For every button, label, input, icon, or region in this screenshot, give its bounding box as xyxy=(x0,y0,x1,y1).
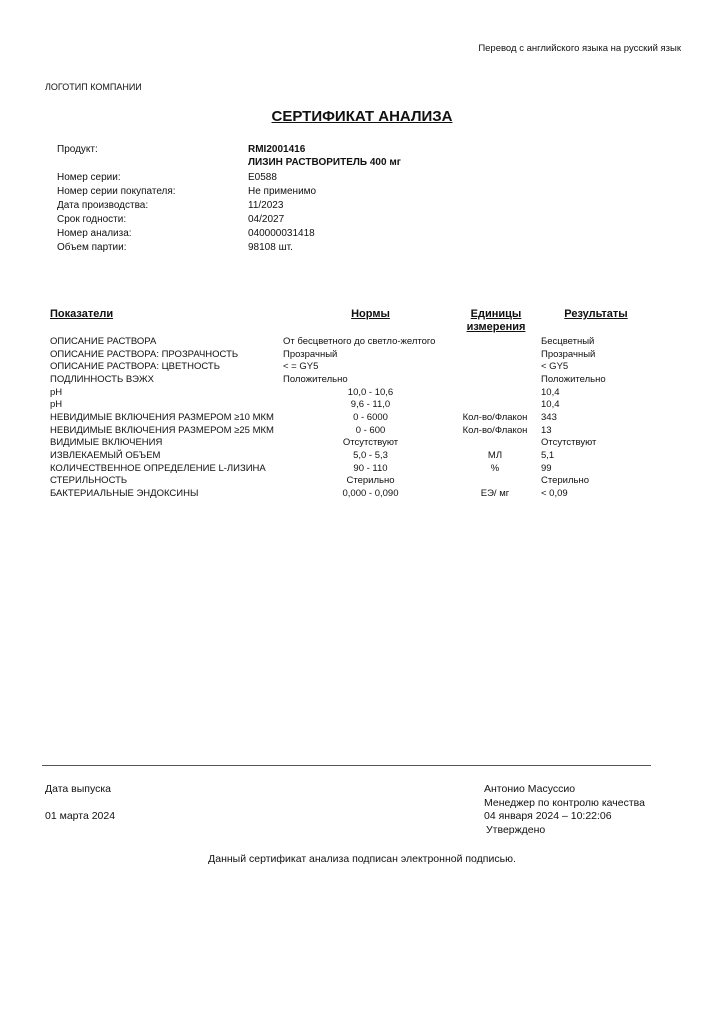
header-parameters: Показатели xyxy=(50,308,114,320)
info-row xyxy=(0,157,724,171)
signed-datetime: 04 января 2024 – 10:22:06 xyxy=(484,810,612,822)
cell-result: 10,4 xyxy=(541,399,560,411)
info-label: Продукт: xyxy=(57,144,98,155)
info-value: 04/2027 xyxy=(248,214,285,225)
table-row xyxy=(0,412,724,424)
table-row xyxy=(0,336,724,348)
cell-result: 10,4 xyxy=(541,386,560,398)
cell-norm: 0 - 6000 xyxy=(353,411,388,423)
info-row xyxy=(0,200,724,214)
cell-norm: 0,000 - 0,090 xyxy=(342,487,399,499)
cell-parameter: ОПИСАНИЕ РАСТВОРА: ПРОЗРАЧНОСТЬ xyxy=(50,348,239,360)
cell-norm: Положительно xyxy=(283,373,348,385)
cell-result: 5,1 xyxy=(541,449,555,461)
info-label: Номер серии покупателя: xyxy=(57,186,176,197)
cell-result: 99 xyxy=(541,462,552,474)
footer-divider xyxy=(42,765,651,766)
issue-date: 01 марта 2024 xyxy=(45,810,116,822)
cell-norm: Стерильно xyxy=(346,475,395,487)
cell-parameter: НЕВИДИМЫЕ ВКЛЮЧЕНИЯ РАЗМЕРОМ ≥10 МКМ xyxy=(50,411,274,423)
table-row xyxy=(0,463,724,475)
cell-parameter: КОЛИЧЕСТВЕННОЕ ОПРЕДЕЛЕНИЕ L-ЛИЗИНА xyxy=(50,462,266,474)
cell-norm: Прозрачный xyxy=(283,348,338,360)
header-results: Результаты xyxy=(564,308,628,320)
table-row xyxy=(0,349,724,361)
table-row xyxy=(0,425,724,437)
cell-parameter: ИЗВЛЕКАЕМЫЙ ОБЪЕМ xyxy=(50,449,161,461)
cell-result: Отсутствуют xyxy=(541,437,597,449)
info-row xyxy=(0,144,724,158)
info-label: Срок годности: xyxy=(57,214,127,225)
table-row xyxy=(0,399,724,411)
info-row xyxy=(0,186,724,200)
cell-norm: 90 - 110 xyxy=(353,462,388,474)
signer-name: Антонио Масуссио xyxy=(484,783,576,795)
cell-parameter: БАКТЕРИАЛЬНЫЕ ЭНДОКСИНЫ xyxy=(50,487,199,499)
cell-unit: Кол-во/Флакон xyxy=(462,424,528,436)
info-value: 040000031418 xyxy=(248,228,315,239)
cell-unit: МЛ xyxy=(487,449,503,461)
table-row xyxy=(0,475,724,487)
info-value: RMI2001416 xyxy=(248,144,306,155)
info-row xyxy=(0,172,724,186)
table-row xyxy=(0,361,724,373)
translation-note: Перевод с английского языка на русский язык xyxy=(478,43,681,54)
cell-norm: Отсутствуют xyxy=(342,437,399,449)
cell-norm: От бесцветного до светло-желтого xyxy=(283,336,436,347)
table-row xyxy=(0,374,724,386)
cell-unit: % xyxy=(490,462,500,474)
info-label: Номер серии: xyxy=(57,172,121,183)
cell-parameter: ВИДИМЫЕ ВКЛЮЧЕНИЯ xyxy=(50,437,163,449)
issue-date-label: Дата выпуска xyxy=(45,783,112,795)
approval-status: Утверждено xyxy=(486,824,546,836)
cell-parameter: НЕВИДИМЫЕ ВКЛЮЧЕНИЯ РАЗМЕРОМ ≥25 МКМ xyxy=(50,424,274,436)
cell-unit: ЕЭ/ мг xyxy=(480,487,510,499)
info-value: 11/2023 xyxy=(248,200,284,211)
info-value: ЛИЗИН РАСТВОРИТЕЛЬ 400 мг xyxy=(248,157,401,168)
cell-result: 343 xyxy=(541,411,557,423)
cell-parameter: ОПИСАНИЕ РАСТВОРА: ЦВЕТНОСТЬ xyxy=(50,361,220,373)
info-value: E0588 xyxy=(248,172,277,183)
cell-norm: 5,0 - 5,3 xyxy=(353,449,388,461)
cell-norm: < = GY5 xyxy=(283,361,319,373)
table-row xyxy=(0,437,724,449)
header-norms: Нормы xyxy=(351,308,390,320)
info-row xyxy=(0,214,724,228)
header-units: Единицы измерения xyxy=(466,308,526,334)
cell-parameter: ПОДЛИННОСТЬ ВЭЖХ xyxy=(50,373,154,385)
cell-result: Положительно xyxy=(541,373,606,385)
info-value: 98108 шт. xyxy=(248,242,293,253)
cell-parameter: ОПИСАНИЕ РАСТВОРА xyxy=(50,336,157,347)
table-row xyxy=(0,387,724,399)
cell-norm: 9,6 - 11,0 xyxy=(350,399,391,411)
info-row xyxy=(0,242,724,256)
cell-result: Прозрачный xyxy=(541,348,596,360)
cell-parameter: СТЕРИЛЬНОСТЬ xyxy=(50,475,128,487)
cell-result: Бесцветный xyxy=(541,336,595,347)
info-label: Объем партии: xyxy=(57,242,127,253)
table-row xyxy=(0,488,724,500)
signer-title: Менеджер по контролю качества xyxy=(484,797,645,809)
cell-result: < GY5 xyxy=(541,361,569,373)
table-row xyxy=(0,450,724,462)
cell-unit: Кол-во/Флакон xyxy=(462,411,528,423)
cell-result: 13 xyxy=(541,424,552,436)
cell-result: < 0,09 xyxy=(541,487,568,499)
cell-norm: 10,0 - 10,6 xyxy=(347,386,394,398)
info-label: Дата производства: xyxy=(57,200,149,211)
cell-parameter: pH xyxy=(50,399,63,411)
electronic-signature-note: Данный сертификат анализа подписан электронной подписью. xyxy=(208,853,516,865)
cell-norm: 0 - 600 xyxy=(355,424,386,436)
info-value: Не применимо xyxy=(248,186,317,197)
info-label: Номер анализа: xyxy=(57,228,132,239)
company-logo-placeholder: ЛОГОТИП КОМПАНИИ xyxy=(45,82,142,92)
document-title: СЕРТИФИКАТ АНАЛИЗА xyxy=(271,108,453,125)
cell-parameter: pH xyxy=(50,386,63,398)
cell-result: Стерильно xyxy=(541,475,590,487)
info-row xyxy=(0,228,724,242)
